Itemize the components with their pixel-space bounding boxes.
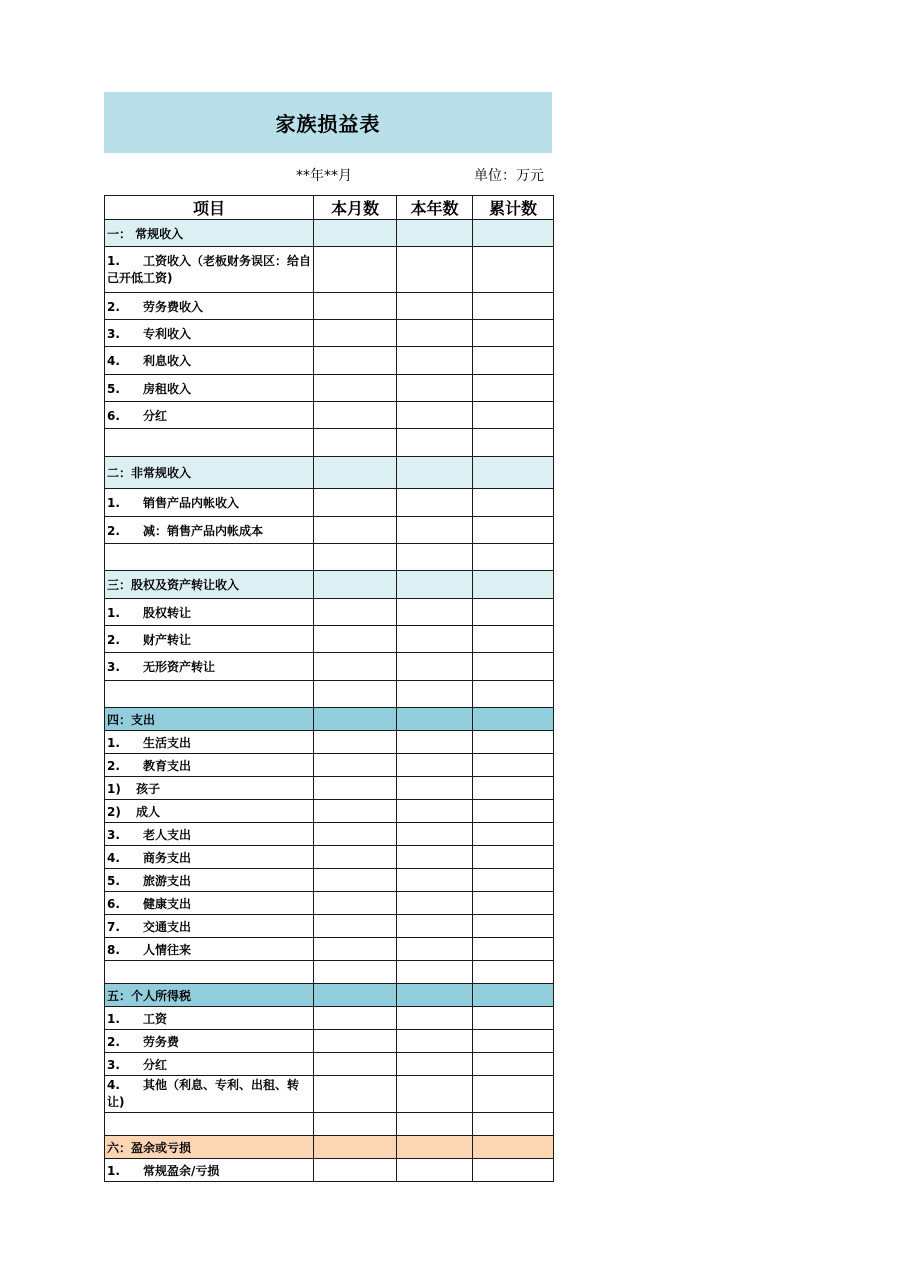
section-label: 一： 常规收入 xyxy=(107,226,184,241)
month-value-cell[interactable] xyxy=(314,731,397,754)
section-header-row xyxy=(105,984,554,1007)
section-header-row xyxy=(105,571,554,599)
item-cell xyxy=(105,1076,314,1113)
year-value-cell[interactable] xyxy=(397,938,473,961)
report-title: 家族损益表 xyxy=(104,92,552,153)
item-text-wrap xyxy=(107,1077,311,1111)
item-text-wrap xyxy=(107,874,191,888)
item-cell xyxy=(105,800,314,823)
year-value-cell[interactable] xyxy=(397,915,473,938)
cumulative-value-cell[interactable] xyxy=(473,626,554,653)
item-cell xyxy=(105,489,314,517)
cumulative-value-cell[interactable] xyxy=(473,823,554,846)
month-value-cell[interactable] xyxy=(314,800,397,823)
item-number: 5. xyxy=(107,873,120,888)
item-cell xyxy=(105,375,314,402)
cumulative-value-cell[interactable] xyxy=(473,293,554,320)
cumulative-value-cell[interactable] xyxy=(473,800,554,823)
table-row xyxy=(105,402,554,429)
item-text-wrap xyxy=(107,327,191,341)
item-cell xyxy=(105,571,314,599)
item-label: 财产转让 xyxy=(143,632,192,647)
year-value-cell[interactable] xyxy=(397,708,473,731)
cumulative-value-cell[interactable] xyxy=(473,247,554,293)
item-label: 生活支出 xyxy=(143,735,192,750)
cumulative-value-cell[interactable] xyxy=(473,1159,554,1182)
month-value-cell[interactable] xyxy=(314,517,397,544)
month-value-cell[interactable] xyxy=(314,599,397,626)
item-cell xyxy=(105,599,314,626)
item-text-wrap xyxy=(107,759,191,773)
item-text-wrap xyxy=(107,606,191,620)
year-value-cell[interactable] xyxy=(397,823,473,846)
item-text-wrap xyxy=(107,660,215,674)
item-text-wrap xyxy=(107,382,191,396)
month-value-cell[interactable] xyxy=(314,1007,397,1030)
item-label: 常规盈余/亏损 xyxy=(143,1163,220,1178)
section-header-row xyxy=(105,1136,554,1159)
year-value-cell[interactable] xyxy=(397,599,473,626)
item-number: 3. xyxy=(107,326,120,341)
year-value-cell[interactable] xyxy=(397,293,473,320)
year-value-cell[interactable] xyxy=(397,375,473,402)
month-value-cell[interactable] xyxy=(314,892,397,915)
month-value-cell[interactable] xyxy=(314,1136,397,1159)
item-cell xyxy=(105,869,314,892)
month-value-cell[interactable] xyxy=(314,869,397,892)
year-value-cell[interactable] xyxy=(397,1159,473,1182)
item-cell xyxy=(105,1136,314,1159)
cumulative-value-cell[interactable] xyxy=(473,1076,554,1113)
table-row xyxy=(105,800,554,823)
item-text-wrap xyxy=(107,943,191,957)
item-cell xyxy=(105,961,314,984)
item-cell xyxy=(105,1007,314,1030)
month-value-cell[interactable] xyxy=(314,489,397,517)
month-value-cell[interactable] xyxy=(314,754,397,777)
year-value-cell[interactable] xyxy=(397,457,473,489)
cumulative-value-cell[interactable] xyxy=(473,429,554,457)
item-label: 老人支出 xyxy=(143,827,192,842)
item-text-wrap xyxy=(107,828,191,842)
year-value-cell[interactable] xyxy=(397,1136,473,1159)
item-number: 1. xyxy=(107,605,120,620)
item-label: 销售产品内帐收入 xyxy=(143,496,240,510)
item-label: 人情往来 xyxy=(143,942,192,957)
cumulative-value-cell[interactable] xyxy=(473,1030,554,1053)
cumulative-value-cell[interactable] xyxy=(473,731,554,754)
month-value-cell[interactable] xyxy=(314,220,397,247)
item-cell xyxy=(105,892,314,915)
cumulative-value-cell[interactable] xyxy=(473,681,554,708)
item-text-wrap xyxy=(107,1012,167,1026)
item-label: 旅游支出 xyxy=(143,873,192,888)
item-number: 1. xyxy=(107,1163,120,1178)
table-row xyxy=(105,247,554,293)
section-header-row xyxy=(105,457,554,489)
item-label: 利息收入 xyxy=(143,354,192,368)
header-year: 本年数 xyxy=(397,196,473,220)
table-row xyxy=(105,823,554,846)
table-row xyxy=(105,1030,554,1053)
month-value-cell[interactable] xyxy=(314,1113,397,1136)
month-value-cell[interactable] xyxy=(314,457,397,489)
month-value-cell[interactable] xyxy=(314,544,397,571)
item-text-wrap xyxy=(107,300,203,314)
year-value-cell[interactable] xyxy=(397,489,473,517)
item-cell xyxy=(105,777,314,800)
cumulative-value-cell[interactable] xyxy=(473,544,554,571)
section-label: 五：个人所得税 xyxy=(107,988,192,1003)
item-number: 5. xyxy=(107,381,120,396)
cumulative-value-cell[interactable] xyxy=(473,402,554,429)
year-value-cell[interactable] xyxy=(397,626,473,653)
item-cell xyxy=(105,626,314,653)
item-cell xyxy=(105,517,314,544)
year-value-cell[interactable] xyxy=(397,1053,473,1076)
cumulative-value-cell[interactable] xyxy=(473,1136,554,1159)
table-row xyxy=(105,869,554,892)
item-number: 4. xyxy=(107,354,120,368)
section-header-row xyxy=(105,708,554,731)
month-value-cell[interactable] xyxy=(314,708,397,731)
month-value-cell[interactable] xyxy=(314,571,397,599)
table-row xyxy=(105,517,554,544)
item-number: 2. xyxy=(107,758,120,773)
cumulative-value-cell[interactable] xyxy=(473,892,554,915)
item-label: 孩子 xyxy=(136,781,161,796)
month-value-cell[interactable] xyxy=(314,1076,397,1113)
cumulative-value-cell[interactable] xyxy=(473,347,554,375)
table-row xyxy=(105,626,554,653)
item-label: 成人 xyxy=(136,804,161,819)
section-label: 四：支出 xyxy=(107,712,156,727)
item-text-wrap xyxy=(107,354,191,368)
item-label: 商务支出 xyxy=(143,850,192,865)
item-label: 交通支出 xyxy=(143,919,192,934)
header-item: 项目 xyxy=(105,196,314,220)
item-number: 2. xyxy=(107,1034,120,1049)
item-cell xyxy=(105,731,314,754)
item-cell xyxy=(105,915,314,938)
item-cell xyxy=(105,653,314,681)
item-label: 房租收入 xyxy=(143,381,192,396)
item-cell xyxy=(105,823,314,846)
item-text-wrap xyxy=(107,782,160,796)
cumulative-value-cell[interactable] xyxy=(473,220,554,247)
section-label: 六：盈余或亏损 xyxy=(107,1140,192,1155)
item-label: 无形资产转让 xyxy=(143,660,216,674)
month-value-cell[interactable] xyxy=(314,777,397,800)
table-row xyxy=(105,653,554,681)
header-cumulative: 累计数 xyxy=(473,196,554,220)
cumulative-value-cell[interactable] xyxy=(473,938,554,961)
month-value-cell[interactable] xyxy=(314,1053,397,1076)
table-row xyxy=(105,347,554,375)
item-label: 教育支出 xyxy=(143,758,192,773)
cumulative-value-cell[interactable] xyxy=(473,457,554,489)
table-row xyxy=(105,599,554,626)
month-value-cell[interactable] xyxy=(314,293,397,320)
item-text-wrap xyxy=(107,1164,219,1178)
item-number: 1. xyxy=(107,496,120,510)
item-cell xyxy=(105,1159,314,1182)
month-value-cell[interactable] xyxy=(314,320,397,347)
month-value-cell[interactable] xyxy=(314,347,397,375)
item-cell xyxy=(105,846,314,869)
item-label: 劳务费收入 xyxy=(143,299,204,314)
item-number: 6. xyxy=(107,896,120,911)
year-value-cell[interactable] xyxy=(397,571,473,599)
year-value-cell[interactable] xyxy=(397,247,473,293)
item-text-wrap xyxy=(107,1035,179,1049)
item-cell xyxy=(105,429,314,457)
item-text-wrap xyxy=(107,633,191,647)
item-text-wrap xyxy=(107,409,167,423)
item-text-wrap xyxy=(107,897,191,911)
table-row xyxy=(105,320,554,347)
item-number: 1) xyxy=(107,781,121,796)
cumulative-value-cell[interactable] xyxy=(473,777,554,800)
report-period: **年**月 xyxy=(296,168,352,184)
table-row xyxy=(105,1159,554,1182)
year-value-cell[interactable] xyxy=(397,846,473,869)
cumulative-value-cell[interactable] xyxy=(473,984,554,1007)
table-row xyxy=(105,777,554,800)
item-label: 股权转让 xyxy=(143,605,192,620)
year-value-cell[interactable] xyxy=(397,517,473,544)
item-text-wrap xyxy=(107,524,263,538)
cumulative-value-cell[interactable] xyxy=(473,915,554,938)
month-value-cell[interactable] xyxy=(314,247,397,293)
table-row xyxy=(105,1053,554,1076)
year-value-cell[interactable] xyxy=(397,402,473,429)
item-text-wrap xyxy=(107,920,191,934)
table-row xyxy=(105,1076,554,1113)
table-row xyxy=(105,892,554,915)
year-value-cell[interactable] xyxy=(397,754,473,777)
item-number: 2) xyxy=(107,804,121,819)
table-row xyxy=(105,754,554,777)
section-label: 二：非常规收入 xyxy=(107,466,192,480)
section-header-row xyxy=(105,220,554,247)
month-value-cell[interactable] xyxy=(314,375,397,402)
year-value-cell[interactable] xyxy=(397,320,473,347)
blank-row xyxy=(105,429,554,457)
item-cell xyxy=(105,1030,314,1053)
item-cell xyxy=(105,247,314,293)
year-value-cell[interactable] xyxy=(397,1113,473,1136)
item-label: 分红 xyxy=(143,408,168,423)
month-value-cell[interactable] xyxy=(314,961,397,984)
cumulative-value-cell[interactable] xyxy=(473,1053,554,1076)
item-number: 4. xyxy=(107,850,120,865)
month-value-cell[interactable] xyxy=(314,402,397,429)
year-value-cell[interactable] xyxy=(397,220,473,247)
report-unit: 单位：万元 xyxy=(474,168,544,184)
cumulative-value-cell[interactable] xyxy=(473,961,554,984)
item-cell xyxy=(105,708,314,731)
table-row xyxy=(105,375,554,402)
cumulative-value-cell[interactable] xyxy=(473,571,554,599)
month-value-cell[interactable] xyxy=(314,1159,397,1182)
cumulative-value-cell[interactable] xyxy=(473,653,554,681)
item-label: 专利收入 xyxy=(143,326,192,341)
table-row xyxy=(105,293,554,320)
item-label: 健康支出 xyxy=(143,896,192,911)
cumulative-value-cell[interactable] xyxy=(473,489,554,517)
item-cell xyxy=(105,681,314,708)
item-number: 3. xyxy=(107,660,120,674)
cumulative-value-cell[interactable] xyxy=(473,1007,554,1030)
year-value-cell[interactable] xyxy=(397,544,473,571)
year-value-cell[interactable] xyxy=(397,1007,473,1030)
month-value-cell[interactable] xyxy=(314,653,397,681)
month-value-cell[interactable] xyxy=(314,626,397,653)
item-text-wrap xyxy=(107,805,160,819)
cumulative-value-cell[interactable] xyxy=(473,320,554,347)
cumulative-value-cell[interactable] xyxy=(473,708,554,731)
year-value-cell[interactable] xyxy=(397,777,473,800)
item-cell xyxy=(105,402,314,429)
item-number: 4. xyxy=(107,1078,120,1092)
year-value-cell[interactable] xyxy=(397,892,473,915)
item-label: 其他（利息、专利、出租、转让) xyxy=(107,1078,300,1109)
item-cell xyxy=(105,984,314,1007)
blank-row xyxy=(105,681,554,708)
item-text-wrap xyxy=(107,736,191,750)
year-value-cell[interactable] xyxy=(397,1030,473,1053)
table-row xyxy=(105,938,554,961)
item-label: 工资 xyxy=(143,1011,168,1026)
year-value-cell[interactable] xyxy=(397,961,473,984)
item-cell xyxy=(105,1053,314,1076)
item-text-wrap xyxy=(107,851,191,865)
item-label: 劳务费 xyxy=(143,1034,180,1049)
item-number: 7. xyxy=(107,919,120,934)
item-text-wrap xyxy=(107,253,311,287)
year-value-cell[interactable] xyxy=(397,653,473,681)
table-row xyxy=(105,489,554,517)
month-value-cell[interactable] xyxy=(314,681,397,708)
year-value-cell[interactable] xyxy=(397,800,473,823)
year-value-cell[interactable] xyxy=(397,984,473,1007)
item-number: 3. xyxy=(107,1057,120,1072)
table-row xyxy=(105,1007,554,1030)
year-value-cell[interactable] xyxy=(397,869,473,892)
month-value-cell[interactable] xyxy=(314,984,397,1007)
item-cell xyxy=(105,1113,314,1136)
item-number: 1. xyxy=(107,253,120,268)
table-row xyxy=(105,846,554,869)
cumulative-value-cell[interactable] xyxy=(473,869,554,892)
item-text-wrap xyxy=(107,1058,167,1072)
table-header-row xyxy=(105,196,554,220)
blank-row xyxy=(105,544,554,571)
table-row xyxy=(105,915,554,938)
month-value-cell[interactable] xyxy=(314,938,397,961)
year-value-cell[interactable] xyxy=(397,731,473,754)
item-cell xyxy=(105,347,314,375)
item-number: 3. xyxy=(107,827,120,842)
cumulative-value-cell[interactable] xyxy=(473,754,554,777)
item-label: 减：销售产品内帐成本 xyxy=(143,523,264,538)
cumulative-value-cell[interactable] xyxy=(473,375,554,402)
item-number: 2. xyxy=(107,523,120,538)
item-cell xyxy=(105,544,314,571)
item-number: 1. xyxy=(107,1011,120,1026)
item-text-wrap xyxy=(107,496,239,510)
year-value-cell[interactable] xyxy=(397,681,473,708)
cumulative-value-cell[interactable] xyxy=(473,846,554,869)
item-number: 1. xyxy=(107,735,120,750)
year-value-cell[interactable] xyxy=(397,347,473,375)
blank-row xyxy=(105,961,554,984)
header-month: 本月数 xyxy=(314,196,397,220)
year-value-cell[interactable] xyxy=(397,429,473,457)
item-number: 2. xyxy=(107,299,120,314)
item-number: 2. xyxy=(107,632,120,647)
cumulative-value-cell[interactable] xyxy=(473,517,554,544)
table-row xyxy=(105,731,554,754)
month-value-cell[interactable] xyxy=(314,429,397,457)
item-cell xyxy=(105,457,314,489)
month-value-cell[interactable] xyxy=(314,823,397,846)
section-label: 三：股权及资产转让收入 xyxy=(107,578,240,592)
item-cell xyxy=(105,320,314,347)
item-cell xyxy=(105,220,314,247)
item-cell xyxy=(105,293,314,320)
month-value-cell[interactable] xyxy=(314,846,397,869)
cumulative-value-cell[interactable] xyxy=(473,1113,554,1136)
item-cell xyxy=(105,754,314,777)
item-label: 工资收入（老板财务误区：给自己开低工资) xyxy=(107,253,312,285)
income-statement-table xyxy=(104,195,554,1182)
month-value-cell[interactable] xyxy=(314,915,397,938)
item-number: 8. xyxy=(107,942,120,957)
year-value-cell[interactable] xyxy=(397,1076,473,1113)
month-value-cell[interactable] xyxy=(314,1030,397,1053)
item-cell xyxy=(105,938,314,961)
item-label: 分红 xyxy=(143,1057,168,1072)
item-number: 6. xyxy=(107,408,120,423)
cumulative-value-cell[interactable] xyxy=(473,599,554,626)
blank-row xyxy=(105,1113,554,1136)
